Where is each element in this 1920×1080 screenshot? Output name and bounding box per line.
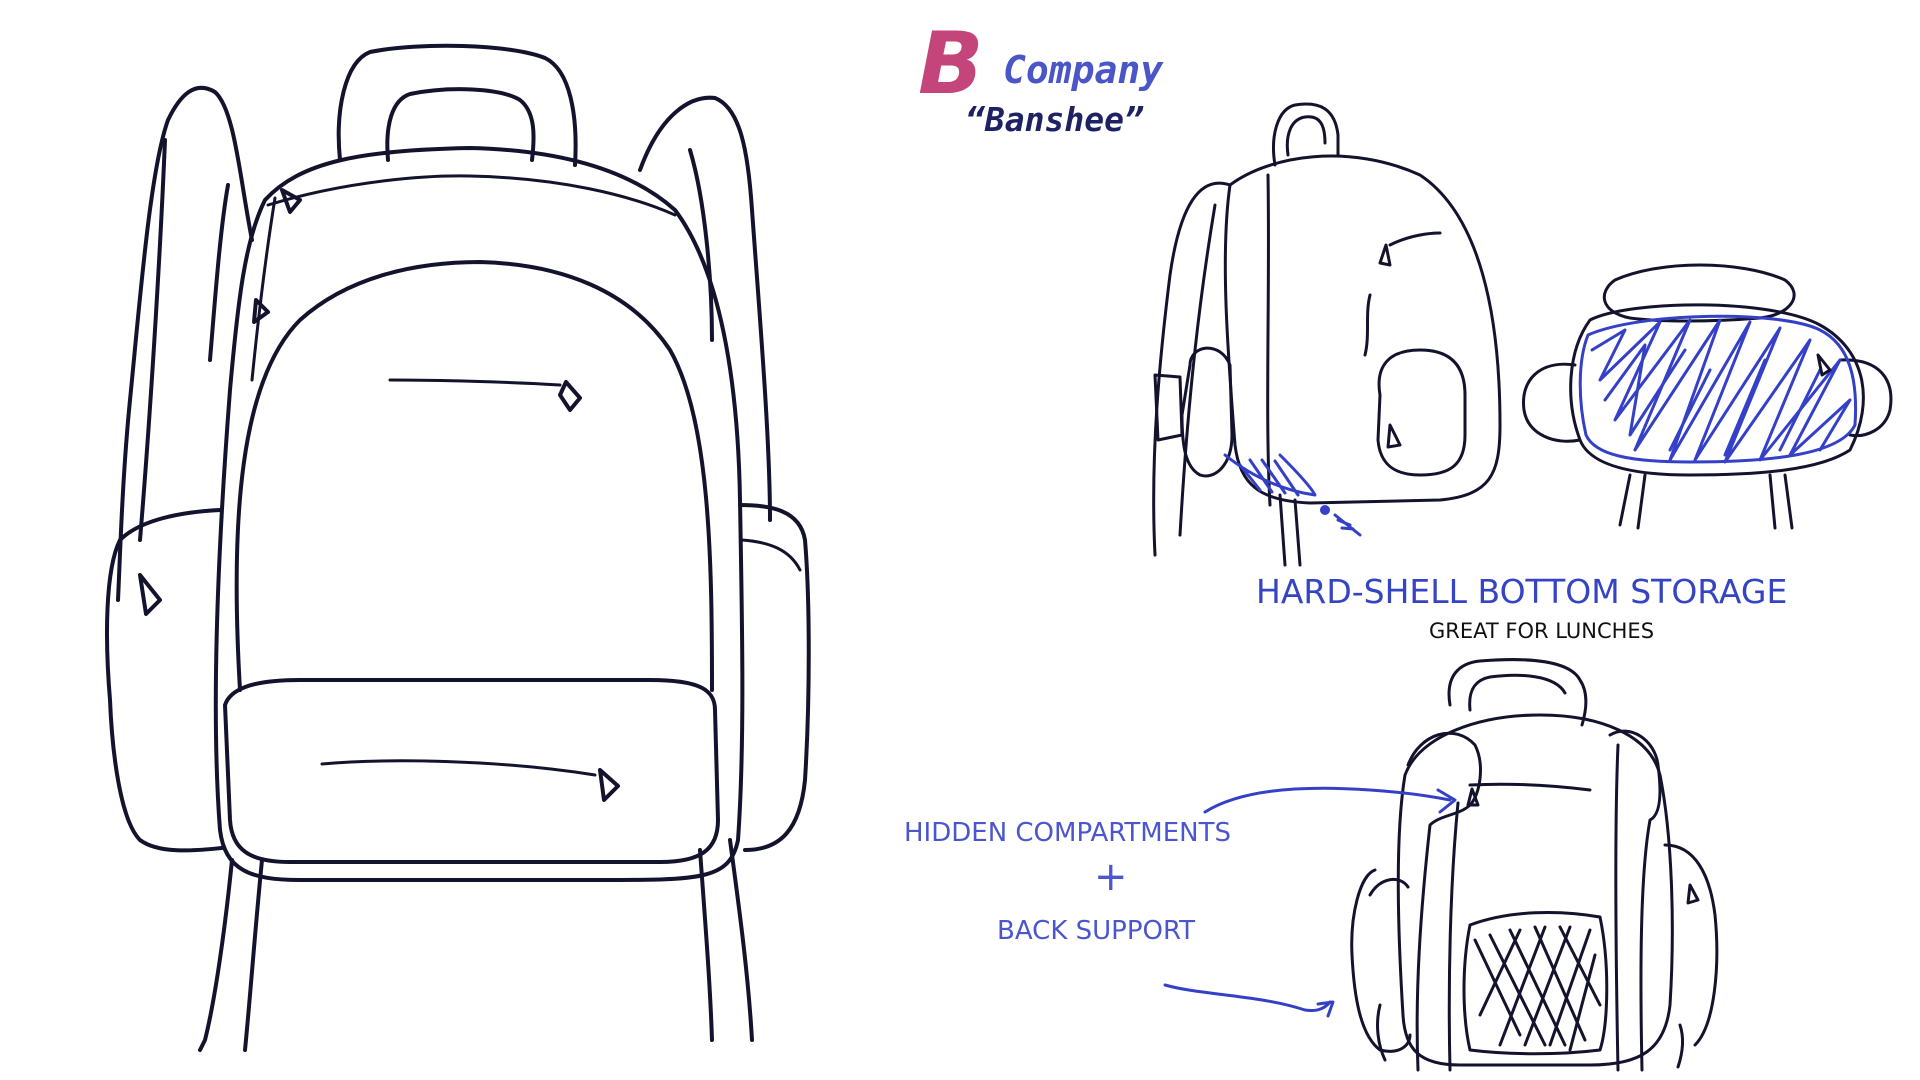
model-name: “Banshee” <box>965 100 1144 139</box>
back-support-label: BACK SUPPORT <box>997 916 1196 946</box>
storage-feature-title: HARD-SHELL BOTTOM STORAGE <box>1256 572 1788 611</box>
plus-sign: + <box>1094 854 1128 900</box>
storage-feature-subtitle: GREAT FOR LUNCHES <box>1429 619 1655 643</box>
brand-company-label: Company <box>1003 48 1164 92</box>
brand-logo-letter: B <box>918 14 984 114</box>
hidden-compartments-label: HIDDEN COMPARTMENTS <box>904 818 1232 848</box>
